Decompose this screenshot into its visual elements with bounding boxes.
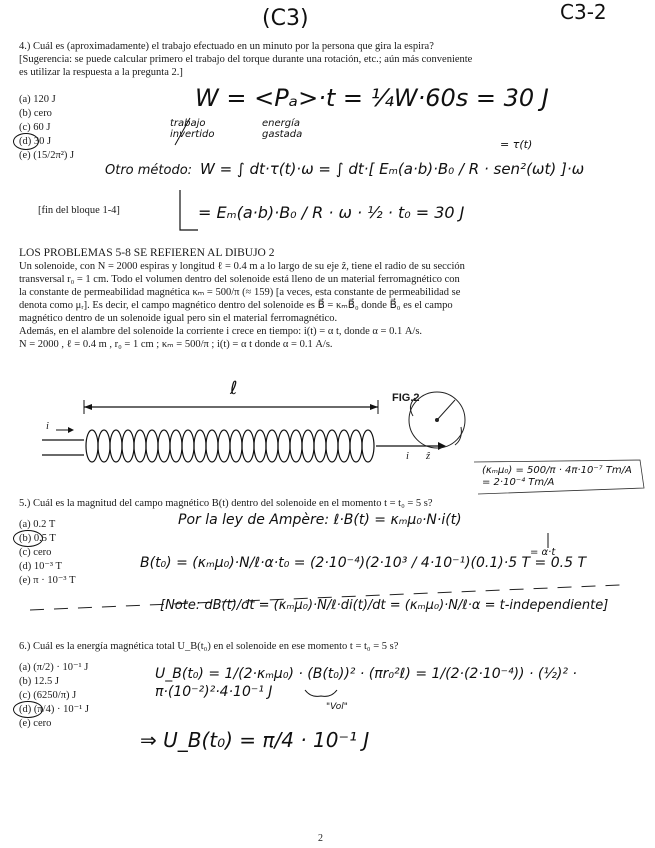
q6-option-b: (b) 12.5 J — [19, 676, 59, 687]
q6-question: 6.) Cuál es la energía magnética total U_B(t₀) en el solenoide en ese momento t = t₀ = 5 s? — [19, 641, 399, 652]
figure-axis-label: ẑ — [426, 451, 431, 462]
section-line-1: Un solenoide, con N = 2000 espiras y longitud ℓ = 0.4 m a lo largo de su eje ẑ, tiene el radio de su sección — [19, 261, 465, 272]
q4-hand-note-mid: energía gastada — [262, 118, 303, 140]
q5-option-d: (d) 10⁻³ T — [19, 561, 62, 572]
header-code: (C3) — [262, 6, 309, 31]
q6-answer-circle — [13, 701, 43, 718]
q5-option-c: (c) cero — [19, 547, 52, 558]
section-line-4: denota como μᵣ]. Es decir, el campo magnético dentro del solenoide es B⃗ = κₘB⃗₀ donde B⃗₀ es el campo — [19, 300, 453, 311]
q5-hand-line2: B(t₀) = (κₘμ₀)·N/ℓ·α·t₀ = (2·10⁻⁴)(2·10³ / 4·10⁻¹)(0.1)·5 T = 0.5 T — [140, 555, 587, 571]
q5-option-a: (a) 0.2 T — [19, 519, 56, 530]
q4-hand-note-left: trabajo invertido — [170, 118, 215, 140]
q4-option-c: (c) 60 J — [19, 122, 51, 133]
q4-end-block: [fin del bloque 1-4] — [38, 205, 120, 216]
figure-current-label-left: i — [46, 421, 49, 432]
q4-hand-tau: = τ(t) — [500, 138, 533, 151]
axis-arrow — [438, 442, 446, 450]
figure-hand-km: (κₘμ₀) = 500/π · 4π·10⁻⁷ Tm/A = 2·10⁻⁴ Tm/A — [482, 465, 632, 488]
corner-code: C3-2 — [560, 0, 607, 24]
q4-option-a: (a) 120 J — [19, 94, 56, 105]
length-arrow-right — [370, 404, 378, 410]
q4-hand-eq2-label: Otro método: — [105, 163, 193, 178]
q4-hint-line1: [Sugerencia: se puede calcular primero el trabajo del torque durante una rotación, etc.; aún más conveniente — [19, 54, 473, 65]
q4-hand-eq2: W = ∫ dt·τ(t)·ω = ∫ dt·[ Eₘ(a·b)·B₀ / R · sen²(ωt) ]·ω — [200, 160, 585, 178]
q6-hand-vol: "Vol" — [326, 702, 348, 712]
figure-length-label: ℓ — [230, 378, 238, 399]
section-line-7: N = 2000 , ℓ = 0.4 m , r₀ = 1 cm ; κₘ = 500/π ; i(t) = α t donde α = 0.1 A/s. — [19, 339, 333, 350]
q4-hint-line2: es utilizar la respuesta a la pregunta 2.] — [19, 67, 183, 78]
q6-option-c: (c) (6250/π) J — [19, 690, 77, 701]
q4-hand-eq1: W = <Pₐ>·t = ¼W·60s = 30 J — [195, 84, 549, 112]
section-line-2: transversal r₀ = 1 cm. Todo el volumen dentro del solenoide está lleno de un material ferromagnético con — [19, 274, 460, 285]
q4-question: 4.) Cuál es (aproximadamente) el trabajo efectuado en un minuto por la persona que gira la espira? — [19, 41, 434, 52]
q5-hand-alpha: = α·t — [530, 547, 556, 558]
q6-option-a: (a) (π/2) · 10⁻¹ J — [19, 662, 89, 673]
section-title: LOS PROBLEMAS 5-8 SE REFIEREN AL DIBUJO 2 — [19, 247, 275, 259]
q5-hand-line1: Por la ley de Ampère: ℓ·B(t) = κₘμ₀·N·i(t) — [178, 512, 462, 528]
q6-option-d: (d) (π/4) · 10⁻¹ J — [19, 704, 89, 715]
q5-option-b: (b) 0.5 T — [19, 533, 56, 544]
q4-option-d: (d) 30 J — [19, 136, 52, 147]
section-line-6: Además, en el alambre del solenoide la corriente i crece en tiempo: i(t) = α t, donde α = 0.1 A/s. — [19, 326, 423, 337]
q5-question: 5.) Cuál es la magnitud del campo magnético B(t) dentro del solenoide en el momento t = t₀ = 5 s? — [19, 498, 433, 509]
q6-option-e: (e) cero — [19, 718, 52, 729]
q5-answer-circle — [13, 530, 43, 547]
q4-option-b: (b) cero — [19, 108, 52, 119]
length-arrow-left — [84, 404, 92, 410]
q6-hand-line1: U_B(t₀) = 1/(2·κₘμ₀) · (B(t₀))² · (πr₀²ℓ) = 1/(2·(2·10⁻⁴)) · (½)² · π·(10⁻²)²·4·10⁻¹ J — [155, 666, 577, 700]
figure-label: FIG.2 — [392, 392, 420, 404]
q4-hand-eq3: = Eₘ(a·b)·B₀ / R · ω · ½ · t₀ = 30 J — [198, 203, 465, 222]
q5-option-e: (e) π · 10⁻³ T — [19, 575, 76, 586]
q5-hand-note: [Note: dB(t)/dt = (κₘμ₀)·N/ℓ·di(t)/dt = (κₘμ₀)·N/ℓ·α = t-independiente] — [160, 598, 609, 613]
q6-hand-line2: ⇒ U_B(t₀) = π/4 · 10⁻¹ J — [140, 728, 370, 752]
solenoid-coils — [86, 430, 374, 462]
q4-option-e: (e) (15/2π²) J — [19, 150, 75, 161]
section-line-5: magnético dentro de un solenoide igual pero sin el material ferromagnético. — [19, 313, 338, 324]
section-line-3: la constante de permeabilidad magnética κₘ = 500/π (≈ 159) [a veces, esta constante de permeabilidad se — [19, 287, 461, 298]
page-number: 2 — [318, 833, 323, 844]
figure-current-label-right: i — [406, 451, 409, 462]
